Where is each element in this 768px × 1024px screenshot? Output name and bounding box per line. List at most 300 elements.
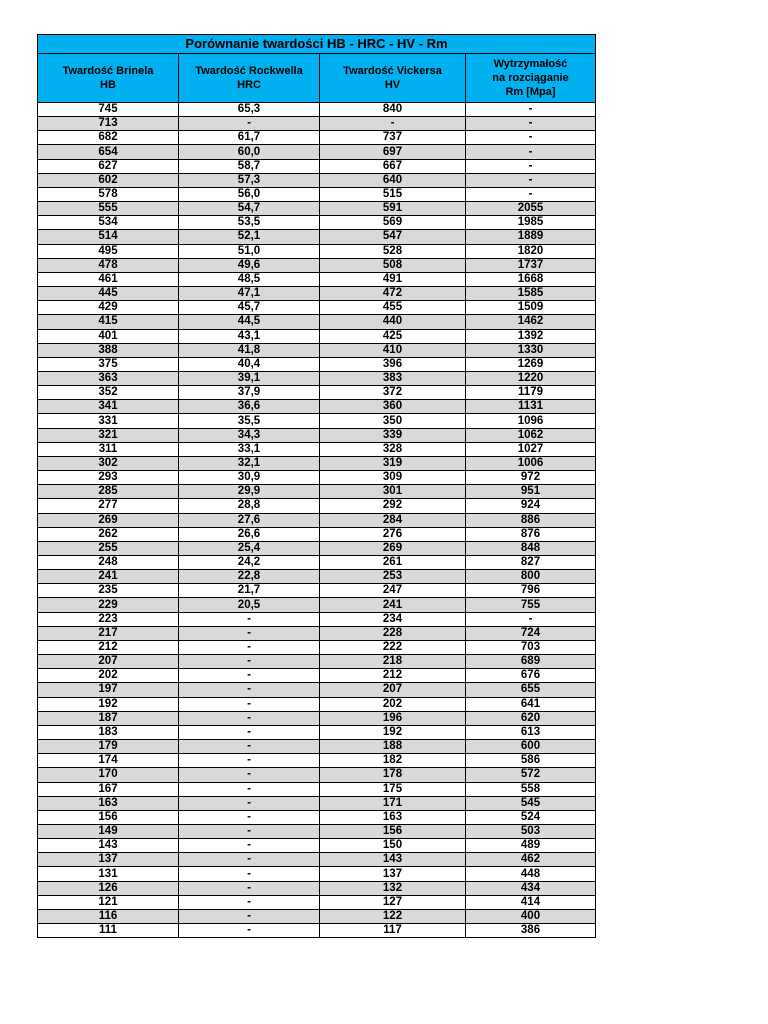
cell-hb: 121 bbox=[38, 895, 179, 909]
cell-hb: 445 bbox=[38, 287, 179, 301]
cell-hv: 284 bbox=[320, 513, 466, 527]
cell-rm: 886 bbox=[466, 513, 596, 527]
cell-hb: 555 bbox=[38, 202, 179, 216]
cell-rm: 1179 bbox=[466, 386, 596, 400]
table-row bbox=[38, 513, 596, 527]
table-row bbox=[38, 485, 596, 499]
cell-rm: 1820 bbox=[466, 244, 596, 258]
cell-hrc: - bbox=[179, 711, 320, 725]
table-row bbox=[38, 442, 596, 456]
cell-hv: 425 bbox=[320, 329, 466, 343]
cell-hv: 440 bbox=[320, 315, 466, 329]
cell-hrc: 65,3 bbox=[179, 103, 320, 117]
cell-hrc: 29,9 bbox=[179, 485, 320, 499]
cell-hb: 302 bbox=[38, 456, 179, 470]
cell-hv: 339 bbox=[320, 428, 466, 442]
cell-rm: 1462 bbox=[466, 315, 596, 329]
hardness-table bbox=[37, 34, 596, 938]
cell-rm: - bbox=[466, 145, 596, 159]
cell-hrc: - bbox=[179, 683, 320, 697]
cell-hrc: - bbox=[179, 754, 320, 768]
cell-hrc: 39,1 bbox=[179, 371, 320, 385]
cell-rm: 1131 bbox=[466, 400, 596, 414]
header-brinell-hb bbox=[38, 54, 179, 103]
cell-hrc: 58,7 bbox=[179, 159, 320, 173]
header-line: Twardość Brinela bbox=[62, 65, 154, 77]
header-vickers-hv bbox=[320, 54, 466, 103]
cell-rm: 1330 bbox=[466, 343, 596, 357]
cell-hrc: 25,4 bbox=[179, 541, 320, 555]
cell-hrc: - bbox=[179, 909, 320, 923]
table-row bbox=[38, 202, 596, 216]
cell-hb: 212 bbox=[38, 640, 179, 654]
cell-hrc: 37,9 bbox=[179, 386, 320, 400]
table-row bbox=[38, 499, 596, 513]
cell-hv: 737 bbox=[320, 131, 466, 145]
cell-hb: 285 bbox=[38, 485, 179, 499]
header-line: na rozciąganie bbox=[492, 72, 569, 84]
cell-hrc: - bbox=[179, 697, 320, 711]
cell-hb: 478 bbox=[38, 258, 179, 272]
table-row bbox=[38, 697, 596, 711]
cell-hb: 202 bbox=[38, 669, 179, 683]
cell-hrc: 51,0 bbox=[179, 244, 320, 258]
table-title: Porównanie twardości HB - HRC - HV - Rm bbox=[38, 35, 596, 54]
cell-hrc: - bbox=[179, 626, 320, 640]
header-row bbox=[38, 54, 596, 103]
table-row bbox=[38, 839, 596, 853]
cell-hv: 591 bbox=[320, 202, 466, 216]
cell-hrc: 34,3 bbox=[179, 428, 320, 442]
cell-hv: 547 bbox=[320, 230, 466, 244]
cell-hb: 143 bbox=[38, 839, 179, 853]
cell-rm: 586 bbox=[466, 754, 596, 768]
table-row bbox=[38, 428, 596, 442]
cell-hrc: 33,1 bbox=[179, 442, 320, 456]
cell-hb: 207 bbox=[38, 655, 179, 669]
table-row bbox=[38, 258, 596, 272]
cell-hrc: - bbox=[179, 924, 320, 938]
cell-rm: - bbox=[466, 187, 596, 201]
cell-hrc: - bbox=[179, 740, 320, 754]
cell-rm: 434 bbox=[466, 881, 596, 895]
cell-rm: - bbox=[466, 159, 596, 173]
cell-rm: 1509 bbox=[466, 301, 596, 315]
table-row bbox=[38, 456, 596, 470]
table-row bbox=[38, 683, 596, 697]
table-row bbox=[38, 810, 596, 824]
table-row bbox=[38, 853, 596, 867]
table-row bbox=[38, 301, 596, 315]
hardness-comparison-sheet bbox=[37, 34, 595, 938]
table-row bbox=[38, 527, 596, 541]
cell-hrc: 27,6 bbox=[179, 513, 320, 527]
header-line: Rm [Mpa] bbox=[505, 86, 556, 98]
header-line: Twardość Vickersa bbox=[343, 65, 442, 77]
cell-hv: 350 bbox=[320, 414, 466, 428]
cell-hrc: 53,5 bbox=[179, 216, 320, 230]
cell-hv: 640 bbox=[320, 173, 466, 187]
cell-hv: 508 bbox=[320, 258, 466, 272]
table-row bbox=[38, 782, 596, 796]
cell-hrc: 61,7 bbox=[179, 131, 320, 145]
cell-hb: 183 bbox=[38, 725, 179, 739]
table-row bbox=[38, 626, 596, 640]
cell-hb: 179 bbox=[38, 740, 179, 754]
cell-rm: 1220 bbox=[466, 371, 596, 385]
cell-rm: 1889 bbox=[466, 230, 596, 244]
cell-hv: 175 bbox=[320, 782, 466, 796]
cell-rm: 676 bbox=[466, 669, 596, 683]
cell-rm: 1392 bbox=[466, 329, 596, 343]
cell-hb: 187 bbox=[38, 711, 179, 725]
table-row bbox=[38, 711, 596, 725]
cell-hv: 667 bbox=[320, 159, 466, 173]
cell-rm: 1027 bbox=[466, 442, 596, 456]
cell-hv: 163 bbox=[320, 810, 466, 824]
table-row bbox=[38, 343, 596, 357]
cell-hb: 682 bbox=[38, 131, 179, 145]
cell-hv: 528 bbox=[320, 244, 466, 258]
cell-rm: 924 bbox=[466, 499, 596, 513]
cell-hb: 341 bbox=[38, 400, 179, 414]
title-row bbox=[38, 35, 596, 54]
cell-rm: 641 bbox=[466, 697, 596, 711]
cell-hv: 410 bbox=[320, 343, 466, 357]
table-row bbox=[38, 754, 596, 768]
cell-hrc: - bbox=[179, 669, 320, 683]
cell-hrc: - bbox=[179, 640, 320, 654]
cell-rm: - bbox=[466, 612, 596, 626]
cell-rm: - bbox=[466, 131, 596, 145]
table-row bbox=[38, 357, 596, 371]
table-row bbox=[38, 867, 596, 881]
cell-hrc: 60,0 bbox=[179, 145, 320, 159]
cell-hb: 602 bbox=[38, 173, 179, 187]
table-row bbox=[38, 216, 596, 230]
cell-hb: 116 bbox=[38, 909, 179, 923]
table-row bbox=[38, 541, 596, 555]
cell-hrc: 22,8 bbox=[179, 570, 320, 584]
cell-hv: 383 bbox=[320, 371, 466, 385]
cell-hb: 170 bbox=[38, 768, 179, 782]
cell-hrc: - bbox=[179, 824, 320, 838]
cell-hrc: - bbox=[179, 839, 320, 853]
cell-hb: 137 bbox=[38, 853, 179, 867]
cell-hv: 218 bbox=[320, 655, 466, 669]
cell-hrc: 41,8 bbox=[179, 343, 320, 357]
table-row bbox=[38, 400, 596, 414]
cell-rm: 1737 bbox=[466, 258, 596, 272]
cell-hrc: 30,9 bbox=[179, 471, 320, 485]
cell-hrc: 56,0 bbox=[179, 187, 320, 201]
cell-rm: 827 bbox=[466, 556, 596, 570]
cell-hrc: - bbox=[179, 655, 320, 669]
cell-hv: 472 bbox=[320, 287, 466, 301]
cell-hv: 222 bbox=[320, 640, 466, 654]
table-row bbox=[38, 895, 596, 909]
cell-hb: 156 bbox=[38, 810, 179, 824]
cell-hv: - bbox=[320, 117, 466, 131]
cell-hb: 713 bbox=[38, 117, 179, 131]
cell-hv: 247 bbox=[320, 584, 466, 598]
cell-hrc: 20,5 bbox=[179, 598, 320, 612]
cell-hrc: - bbox=[179, 782, 320, 796]
cell-hv: 241 bbox=[320, 598, 466, 612]
cell-hb: 627 bbox=[38, 159, 179, 173]
cell-rm: 796 bbox=[466, 584, 596, 598]
cell-hv: 202 bbox=[320, 697, 466, 711]
cell-rm: 613 bbox=[466, 725, 596, 739]
cell-hv: 261 bbox=[320, 556, 466, 570]
table-row bbox=[38, 272, 596, 286]
cell-hv: 491 bbox=[320, 272, 466, 286]
cell-hrc: - bbox=[179, 725, 320, 739]
cell-hrc: - bbox=[179, 853, 320, 867]
cell-rm: 1269 bbox=[466, 357, 596, 371]
cell-hv: 253 bbox=[320, 570, 466, 584]
cell-rm: - bbox=[466, 103, 596, 117]
cell-hb: 578 bbox=[38, 187, 179, 201]
table-row bbox=[38, 824, 596, 838]
cell-hv: 840 bbox=[320, 103, 466, 117]
cell-hrc: 48,5 bbox=[179, 272, 320, 286]
cell-hrc: - bbox=[179, 117, 320, 131]
cell-hv: 192 bbox=[320, 725, 466, 739]
cell-hv: 150 bbox=[320, 839, 466, 853]
table-row bbox=[38, 924, 596, 938]
cell-rm: 703 bbox=[466, 640, 596, 654]
cell-rm: 2055 bbox=[466, 202, 596, 216]
cell-hrc: 52,1 bbox=[179, 230, 320, 244]
cell-hrc: - bbox=[179, 768, 320, 782]
cell-hv: 455 bbox=[320, 301, 466, 315]
table-row bbox=[38, 584, 596, 598]
cell-hb: 163 bbox=[38, 796, 179, 810]
table-row bbox=[38, 669, 596, 683]
cell-hrc: 40,4 bbox=[179, 357, 320, 371]
table-row bbox=[38, 471, 596, 485]
cell-hrc: 26,6 bbox=[179, 527, 320, 541]
table-row bbox=[38, 103, 596, 117]
header-rockwell-hrc bbox=[179, 54, 320, 103]
cell-hv: 127 bbox=[320, 895, 466, 909]
cell-rm: 558 bbox=[466, 782, 596, 796]
cell-hv: 212 bbox=[320, 669, 466, 683]
header-line: HRC bbox=[237, 79, 261, 91]
cell-hv: 372 bbox=[320, 386, 466, 400]
cell-hrc: - bbox=[179, 881, 320, 895]
header-line: HV bbox=[384, 79, 401, 91]
cell-hv: 188 bbox=[320, 740, 466, 754]
cell-rm: 489 bbox=[466, 839, 596, 853]
cell-hb: 388 bbox=[38, 343, 179, 357]
table-row bbox=[38, 230, 596, 244]
cell-rm: 1985 bbox=[466, 216, 596, 230]
cell-rm: 545 bbox=[466, 796, 596, 810]
cell-hv: 117 bbox=[320, 924, 466, 938]
cell-hv: 132 bbox=[320, 881, 466, 895]
cell-hb: 534 bbox=[38, 216, 179, 230]
table-row bbox=[38, 244, 596, 258]
cell-rm: 800 bbox=[466, 570, 596, 584]
table-row bbox=[38, 796, 596, 810]
cell-hv: 328 bbox=[320, 442, 466, 456]
cell-hrc: 32,1 bbox=[179, 456, 320, 470]
table-row bbox=[38, 556, 596, 570]
table-row bbox=[38, 570, 596, 584]
cell-hb: 495 bbox=[38, 244, 179, 258]
table-row bbox=[38, 768, 596, 782]
cell-hb: 262 bbox=[38, 527, 179, 541]
cell-hv: 228 bbox=[320, 626, 466, 640]
cell-hb: 293 bbox=[38, 471, 179, 485]
cell-hb: 217 bbox=[38, 626, 179, 640]
cell-hv: 182 bbox=[320, 754, 466, 768]
table-row bbox=[38, 386, 596, 400]
cell-rm: 1006 bbox=[466, 456, 596, 470]
table-row bbox=[38, 131, 596, 145]
cell-hrc: 21,7 bbox=[179, 584, 320, 598]
table-row bbox=[38, 414, 596, 428]
cell-hb: 126 bbox=[38, 881, 179, 895]
cell-rm: 400 bbox=[466, 909, 596, 923]
cell-hb: 229 bbox=[38, 598, 179, 612]
cell-hb: 241 bbox=[38, 570, 179, 584]
cell-hb: 174 bbox=[38, 754, 179, 768]
cell-rm: 572 bbox=[466, 768, 596, 782]
cell-hrc: - bbox=[179, 796, 320, 810]
cell-hrc: 47,1 bbox=[179, 287, 320, 301]
cell-hv: 319 bbox=[320, 456, 466, 470]
cell-hv: 196 bbox=[320, 711, 466, 725]
cell-hrc: 45,7 bbox=[179, 301, 320, 315]
cell-hv: 309 bbox=[320, 471, 466, 485]
table-row bbox=[38, 159, 596, 173]
cell-hb: 269 bbox=[38, 513, 179, 527]
table-row bbox=[38, 612, 596, 626]
header-line: Wytrzymałość bbox=[493, 58, 568, 70]
cell-rm: 600 bbox=[466, 740, 596, 754]
header-line: HB bbox=[100, 79, 116, 91]
cell-hv: 178 bbox=[320, 768, 466, 782]
cell-hrc: 43,1 bbox=[179, 329, 320, 343]
cell-rm: 655 bbox=[466, 683, 596, 697]
cell-hb: 167 bbox=[38, 782, 179, 796]
cell-hrc: - bbox=[179, 895, 320, 909]
cell-rm: 1585 bbox=[466, 287, 596, 301]
cell-rm: 503 bbox=[466, 824, 596, 838]
cell-hrc: - bbox=[179, 867, 320, 881]
cell-hb: 235 bbox=[38, 584, 179, 598]
cell-rm: 876 bbox=[466, 527, 596, 541]
cell-rm: 724 bbox=[466, 626, 596, 640]
cell-hv: 697 bbox=[320, 145, 466, 159]
table-row bbox=[38, 187, 596, 201]
cell-hb: 223 bbox=[38, 612, 179, 626]
cell-hb: 149 bbox=[38, 824, 179, 838]
table-row bbox=[38, 740, 596, 754]
cell-hb: 401 bbox=[38, 329, 179, 343]
cell-rm: 1668 bbox=[466, 272, 596, 286]
cell-hrc: 44,5 bbox=[179, 315, 320, 329]
header-tensile-rm bbox=[466, 54, 596, 103]
cell-hv: 156 bbox=[320, 824, 466, 838]
cell-hv: 137 bbox=[320, 867, 466, 881]
cell-hrc: 49,6 bbox=[179, 258, 320, 272]
cell-hrc: 36,6 bbox=[179, 400, 320, 414]
cell-hb: 654 bbox=[38, 145, 179, 159]
header-line: Twardość Rockwella bbox=[195, 65, 303, 77]
table-row bbox=[38, 640, 596, 654]
cell-hrc: 35,5 bbox=[179, 414, 320, 428]
cell-hv: 269 bbox=[320, 541, 466, 555]
cell-hb: 375 bbox=[38, 357, 179, 371]
cell-hv: 515 bbox=[320, 187, 466, 201]
cell-rm: 386 bbox=[466, 924, 596, 938]
cell-hv: 276 bbox=[320, 527, 466, 541]
cell-hv: 143 bbox=[320, 853, 466, 867]
cell-hv: 396 bbox=[320, 357, 466, 371]
cell-hb: 277 bbox=[38, 499, 179, 513]
cell-rm: 755 bbox=[466, 598, 596, 612]
cell-rm: 414 bbox=[466, 895, 596, 909]
cell-hb: 331 bbox=[38, 414, 179, 428]
cell-hb: 111 bbox=[38, 924, 179, 938]
cell-hb: 352 bbox=[38, 386, 179, 400]
table-row bbox=[38, 315, 596, 329]
cell-rm: 448 bbox=[466, 867, 596, 881]
cell-hb: 197 bbox=[38, 683, 179, 697]
cell-hv: 360 bbox=[320, 400, 466, 414]
table-row bbox=[38, 117, 596, 131]
table-row bbox=[38, 909, 596, 923]
cell-hb: 514 bbox=[38, 230, 179, 244]
cell-rm: 620 bbox=[466, 711, 596, 725]
table-row bbox=[38, 287, 596, 301]
table-row bbox=[38, 329, 596, 343]
cell-hv: 301 bbox=[320, 485, 466, 499]
cell-hrc: - bbox=[179, 810, 320, 824]
cell-hrc: 28,8 bbox=[179, 499, 320, 513]
cell-rm: - bbox=[466, 173, 596, 187]
cell-hb: 311 bbox=[38, 442, 179, 456]
cell-rm: 462 bbox=[466, 853, 596, 867]
cell-hb: 745 bbox=[38, 103, 179, 117]
cell-hv: 292 bbox=[320, 499, 466, 513]
cell-rm: - bbox=[466, 117, 596, 131]
cell-rm: 689 bbox=[466, 655, 596, 669]
table-body bbox=[38, 103, 596, 938]
cell-hv: 207 bbox=[320, 683, 466, 697]
table-row bbox=[38, 598, 596, 612]
cell-hrc: 24,2 bbox=[179, 556, 320, 570]
cell-hrc: 54,7 bbox=[179, 202, 320, 216]
cell-rm: 972 bbox=[466, 471, 596, 485]
cell-rm: 524 bbox=[466, 810, 596, 824]
cell-hb: 192 bbox=[38, 697, 179, 711]
cell-hb: 429 bbox=[38, 301, 179, 315]
table-row bbox=[38, 173, 596, 187]
table-row bbox=[38, 881, 596, 895]
table-row bbox=[38, 725, 596, 739]
cell-rm: 1096 bbox=[466, 414, 596, 428]
cell-hb: 363 bbox=[38, 371, 179, 385]
cell-hb: 131 bbox=[38, 867, 179, 881]
cell-rm: 848 bbox=[466, 541, 596, 555]
cell-hb: 321 bbox=[38, 428, 179, 442]
cell-hv: 171 bbox=[320, 796, 466, 810]
